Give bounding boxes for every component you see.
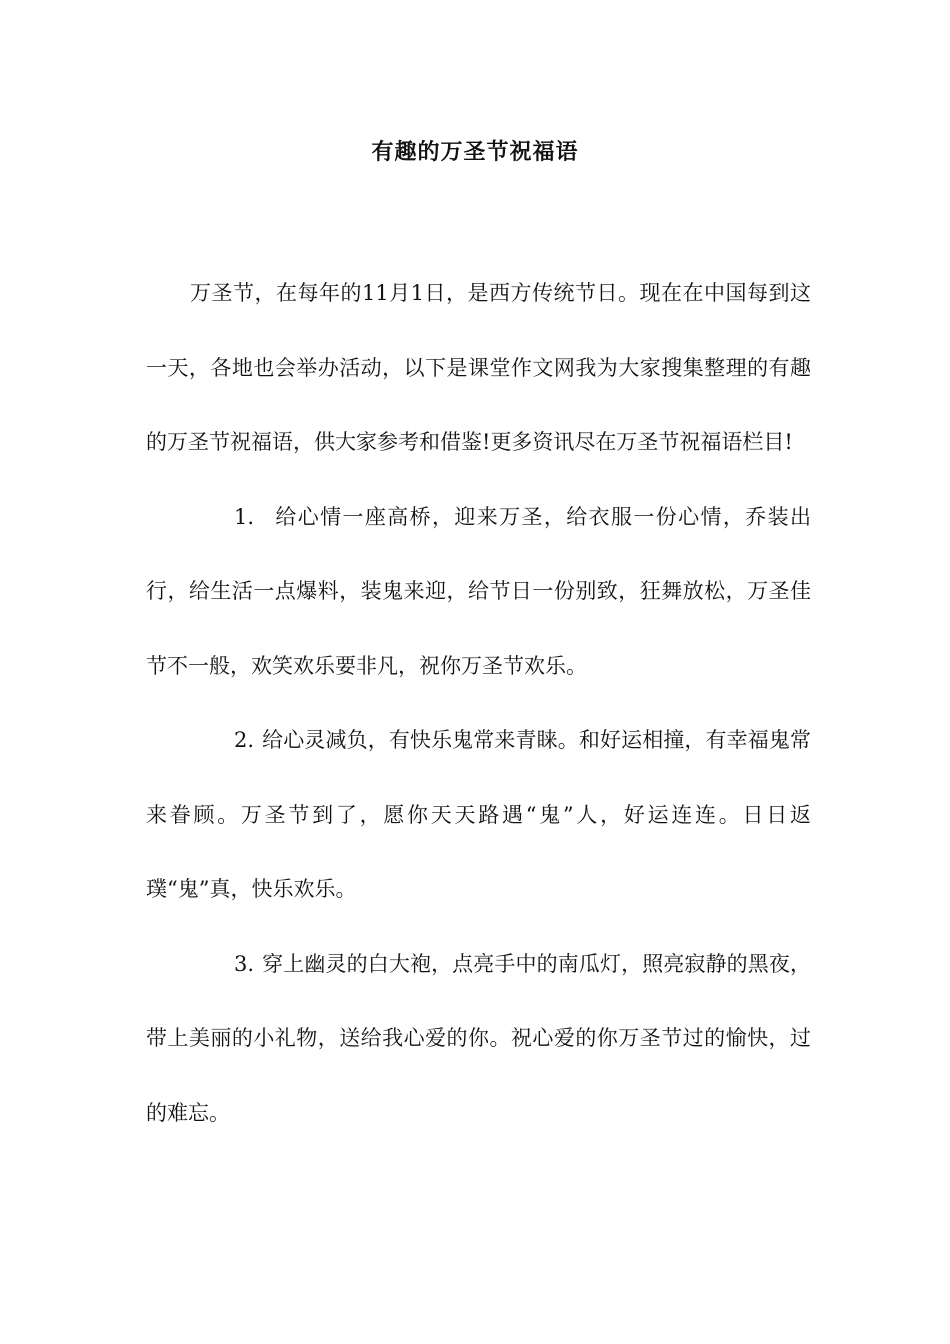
- list-item-text: 给心情一座高桥，迎来万圣，给衣服一份心情，乔装出行，给生活一点爆料，装鬼来迎，给节日一份别致，狂舞放松，万圣佳节不一般，欢笑欢乐要非凡，祝你万圣节欢乐。: [146, 504, 811, 678]
- document-title: 有趣的万圣节祝福语: [371, 139, 579, 165]
- list-item-number: 3.: [234, 951, 255, 976]
- document-body: [146, 256, 811, 1150]
- list-item: [146, 927, 811, 1151]
- list-item-number: 2.: [234, 728, 255, 752]
- list-item: [146, 480, 811, 704]
- list-item-text: 穿上幽灵的白大袍，点亮手中的南瓜灯，照亮寂静的黑夜，带上美丽的小礼物，送给我心爱的你。祝心爱的你万圣节过的愉快，过的难忘。: [146, 951, 811, 1125]
- list-item: [146, 703, 811, 927]
- intro-paragraph: 万圣节，在每年的11月1日，是西方传统节日。现在在中国每到这一天，各地也会举办活动，以下是课堂作文网我为大家搜集整理的有趣的万圣节祝福语，供大家参考和借鉴!更多资讯尽在万圣节祝福语栏目!: [146, 281, 811, 454]
- list-item-number: 1.: [234, 504, 255, 529]
- list-item-text: 给心灵减负，有快乐鬼常来青睐。和好运相撞，有幸福鬼常来眷顾。万圣节到了，愿你天天路遇“鬼”人，好运连连。日日返璞“鬼”真，快乐欢乐。: [146, 728, 811, 901]
